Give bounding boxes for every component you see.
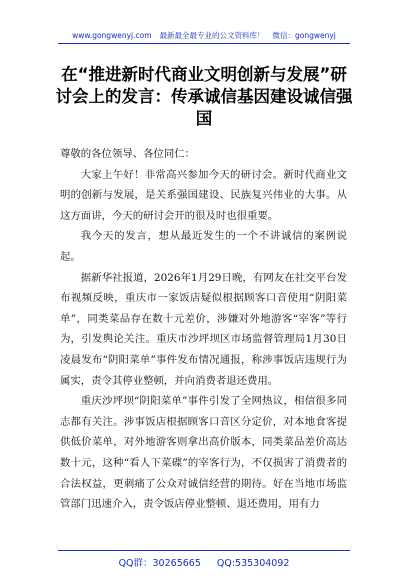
page-header: [0, 30, 408, 41]
header-site-link[interactable]: www.gongwenyj.com: [72, 31, 152, 40]
footer-qq: QQ:535304092: [216, 558, 290, 569]
paragraph-2: 我今天的发言，想从最近发生的一个不讲诚信的案例说起。: [60, 230, 347, 263]
salutation: 尊敬的各位领导、各位同仁：: [60, 148, 196, 160]
document-title: 在“推进新时代商业文明创新与发展”研讨会上的发言：传承诚信基因建设诚信强国: [55, 65, 353, 128]
paragraph-1: 大家上午好！非常高兴参加今天的研讨会。新时代商业文明的创新与发展，是关系强国建设、民族复兴伟业的大事。从这方面讲，今天的研讨会开的很及时也很重要。: [60, 168, 347, 222]
header-divider: [58, 43, 350, 44]
document-body: [60, 144, 347, 515]
paragraph-3: 据新华社报道，2026年1月29日晚，有网友在社交平台发布视频反映，重庆市一家饭店疑似根据顾客口音使用“阴阳菜单”，同类菜品存在数十元差价，涉嫌对外地游客“宰客”等行为，引发舆论关注。重庆市沙坪坝区市场监督管理局1月30日凌晨发布“阴阳菜单”事件发布情况通报，称涉事饭店违规行为属实，责令其停业整顿，并向消费者退还费用。: [60, 271, 347, 387]
footer-qq-group: QQ群：30265665: [118, 558, 201, 569]
footer-divider: [58, 550, 350, 551]
header-wechat: 微信：gongwenyj: [272, 31, 336, 40]
page-footer: [0, 555, 408, 569]
paragraph-4: 重庆沙坪坝“阴阳菜单”事件引发了全网热议，相信很多同志都有关注。涉事饭店根据顾客口音区分定价，对本地食客提供低价菜单，对外地游客则拿出高价版本，同类菜品差价高达数十元，这种“看人下菜碟”的宰客行为，不仅损害了消费者的合法权益，更刺痛了公众对诚信经营的期待。好在当地市场监管部门迅速介入，责令饭店停业整顿、退还费用，用有力: [60, 395, 347, 511]
header-slogan: 最新最全最专业的公文资料库！: [159, 31, 265, 40]
